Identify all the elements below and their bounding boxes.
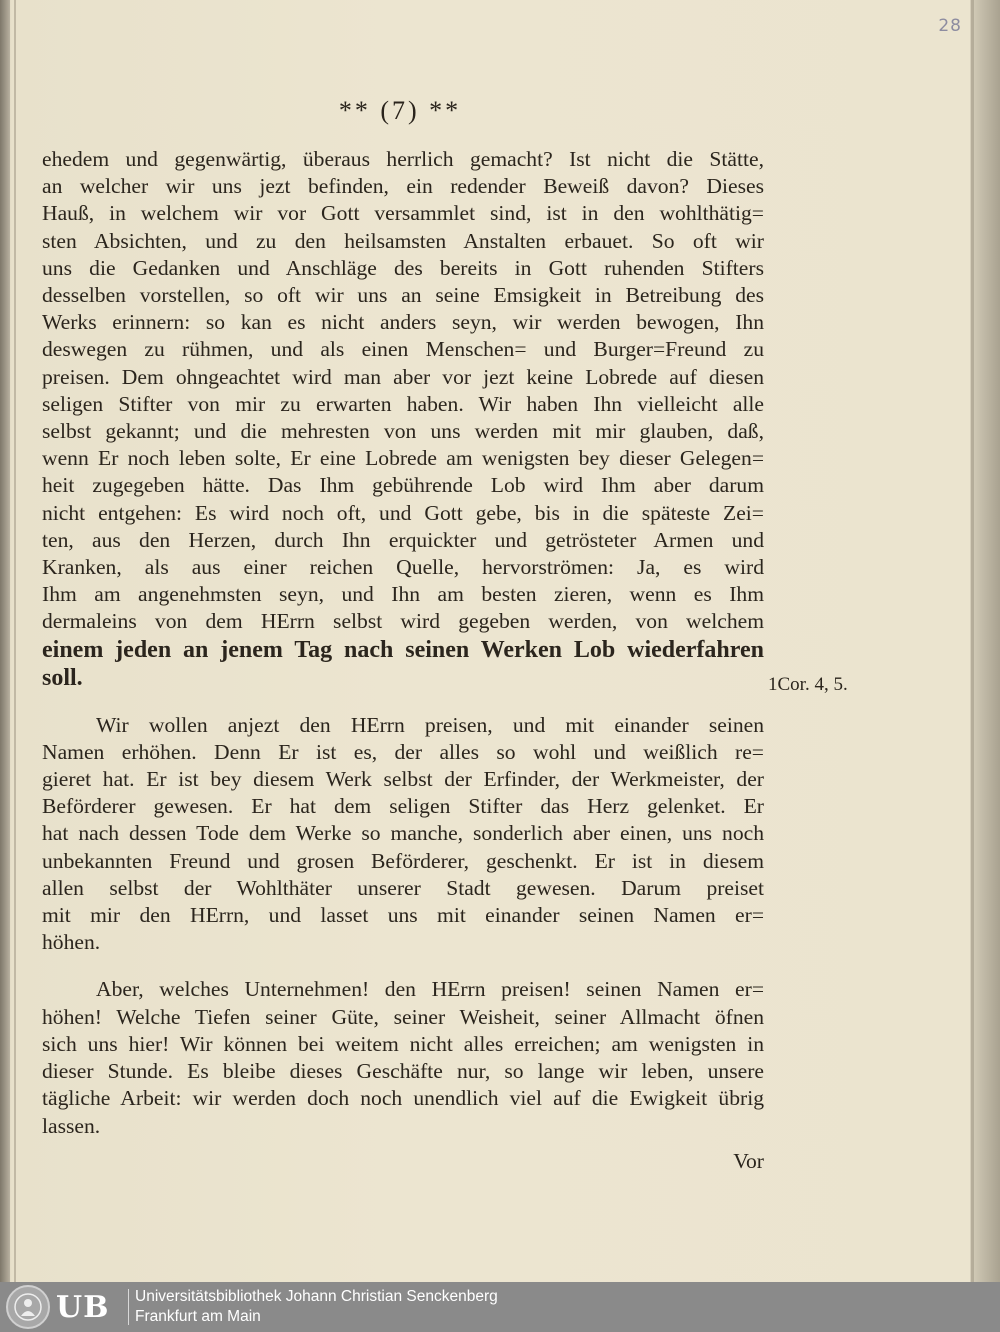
text-line: Namen erhöhen. Denn Er ist es, der alles so wohl und weißlich re= <box>42 739 764 764</box>
text-line: nicht entgehen: Es wird noch oft, und Gott gebe, bis in die späteste Zei= <box>42 500 764 525</box>
paragraph-gap <box>42 956 764 976</box>
page-edge-shadow <box>970 0 1000 1282</box>
text-line: höhen. <box>42 930 101 955</box>
text-line: Ihm am angenehmsten seyn, und Ihn am besten zieren, wenn es Ihm <box>42 582 764 607</box>
institution-line-2: Frankfurt am Main <box>135 1308 261 1325</box>
text-line: ten, aus den Herzen, durch Ihn erquickter und getrösteter Armen und <box>42 527 764 552</box>
text-line: sich uns hier! Wir können bei weitem nicht alles erreichen; am wenigsten in <box>42 1031 764 1056</box>
text-line: Wir wollen anjezt den HErrn preisen, und mit einander seinen <box>96 712 764 737</box>
text-line: dieser Stunde. Es bleibe dieses Geschäfte nur, so lange wir leben, unsere <box>42 1059 764 1084</box>
text-line: gieret hat. Er ist bey diesem Werk selbst der Erfinder, der Werkmeister, der <box>42 767 764 792</box>
text-line: Werks erinnern: so kan es nicht anders seyn, wir werden bewogen, Ihn <box>42 310 764 335</box>
text-line: preisen. Dem ohngeachtet wird man aber vor jezt keine Lobrede auf diesen <box>42 364 764 389</box>
book-binding-edge <box>0 0 10 1282</box>
text-line: Kranken, als aus einer reichen Quelle, hervorströmen: Ja, es wird <box>42 555 764 580</box>
text-line: Aber, welches Unternehmen! den HErrn preisen! seinen Namen er= <box>96 977 764 1002</box>
library-footer <box>0 1282 1000 1332</box>
logo-text: UB <box>56 1289 110 1325</box>
catchword: Vor <box>733 1148 764 1173</box>
text-line: tägliche Arbeit: wir werden doch noch unendlich viel auf die Ewigkeit übrig <box>42 1086 764 1111</box>
text-line: lassen. <box>42 1113 101 1138</box>
pencil-folio-number: 28 <box>938 16 962 36</box>
margin-reference: 1Cor. 4, 5. <box>768 674 848 695</box>
text-line: deswegen zu rühmen, und als einen Menschen= und Burger=Freund zu <box>42 337 764 362</box>
seal-icon <box>6 1285 50 1329</box>
institution-name <box>135 1287 498 1327</box>
text-line: desselben vorstellen, so oft wir uns an seine Emsigkeit in Betreibung des <box>42 283 764 308</box>
text-line: selbst gekannt; und die mehresten von uns werden mit mir glauben, daß, <box>42 419 764 444</box>
text-line: dermaleins von dem HErrn selbst wird gegeben werden, von welchem <box>42 609 764 634</box>
text-line: uns die Gedanken und Anschläge des bereits in Gott ruhenden Stifters <box>42 255 764 280</box>
text-line: Hauß, in welchem wir vor Gott versammlet sind, ist in den wohlthätig= <box>42 201 764 226</box>
institution-line-1: Universitätsbibliothek Johann Christian Senckenberg <box>135 1288 498 1305</box>
text-line: hat nach dessen Tode dem Werke so manche, sonderlich aber einen, uns noch <box>42 821 764 846</box>
text-body <box>42 146 764 1175</box>
text-line: ehedem und gegenwärtig, überaus herrlich gemacht? Ist nicht die Stätte, <box>42 147 764 171</box>
library-logo[interactable] <box>0 1282 122 1332</box>
gutter-line <box>14 0 16 1282</box>
text-line-emphasis: soll. <box>42 664 83 691</box>
page-edge-line <box>971 0 974 1282</box>
text-line-emphasis: einem jeden an jenem Tag nach seinen Werken Lob wiederfahren <box>42 636 764 663</box>
paragraph-gap <box>42 692 764 712</box>
text-line: mit mir den HErrn, und lasset uns mit einander seinen Namen er= <box>42 903 764 928</box>
footer-divider <box>128 1289 129 1325</box>
text-line: höhen! Welche Tiefen seiner Güte, seiner Weisheit, seiner Allmacht öfnen <box>42 1004 764 1029</box>
text-line: an welcher wir uns jezt befinden, ein redender Beweiß davon? Dieses <box>42 174 764 199</box>
text-line: sten Absichten, und zu den heilsamsten Anstalten erbauet. So oft wir <box>42 228 764 253</box>
text-line: wenn Er noch leben solte, Er eine Lobrede am wenigsten bey dieser Gelegen= <box>42 446 764 471</box>
text-line: allen selbst der Wohlthäter unserer Stadt gewesen. Darum preiset <box>42 875 764 900</box>
text-line: heit zugegeben hätte. Das Ihm gebührende Lob wird Ihm aber darum <box>42 473 764 498</box>
text-line: unbekannten Freund und grosen Beförderer, geschenkt. Er ist in diesem <box>42 848 764 873</box>
page-header: ** (7) ** <box>338 96 462 125</box>
text-line: seligen Stifter von mir zu erwarten haben. Wir haben Ihn vielleicht alle <box>42 391 764 416</box>
text-line: Beförderer gewesen. Er hat dem seligen Stifter das Herz gelenket. Er <box>42 794 764 819</box>
